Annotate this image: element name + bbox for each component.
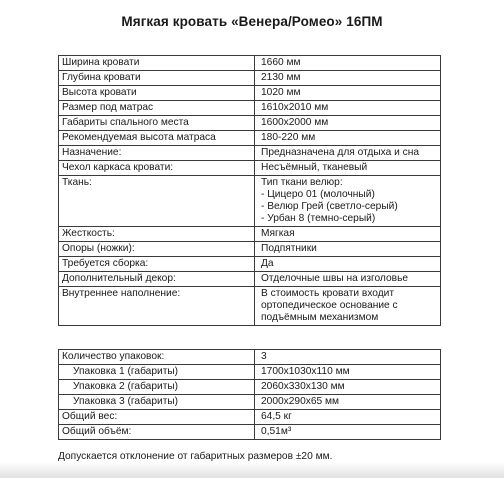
spec-value-line: Мягкая [261, 228, 295, 239]
spec-value [255, 131, 441, 146]
spec-value-line: 1600х2000 мм [261, 117, 329, 128]
spec-row [59, 116, 441, 131]
spec-value [255, 227, 441, 242]
spec-row [59, 242, 441, 257]
spec-value-line: Тип ткани велюр: [261, 177, 343, 188]
spec-value-line: - Велюр Грей (светло-серый) [261, 201, 398, 212]
spec-value-line: Отделочные швы на изголовье [261, 273, 409, 284]
spec-row [59, 71, 441, 86]
packaging-row [59, 425, 441, 440]
spec-row [59, 161, 441, 176]
packaging-value: 2060х330х130 мм [255, 380, 441, 395]
spec-value [255, 56, 441, 71]
bottom-shadow [0, 462, 504, 478]
spec-label: Дополнительный декор: [59, 272, 255, 287]
packaging-value: 1700х1030х110 мм [255, 365, 441, 380]
packaging-label: Упаковка 2 (габариты) [59, 380, 255, 395]
spec-label: Ширина кровати [59, 56, 255, 71]
spec-row [59, 227, 441, 242]
spec-label: Внутреннее наполнение: [59, 287, 255, 326]
spec-value-line: Несъёмный, тканевый [261, 162, 368, 173]
spec-value [255, 257, 441, 272]
packaging-row [59, 365, 441, 380]
packaging-value: 64,5 кг [255, 410, 441, 425]
spec-value-line: ортопедическое основание с [261, 300, 398, 311]
packaging-label: Общий вес: [59, 410, 255, 425]
spec-row [59, 176, 441, 227]
spec-label: Требуется сборка: [59, 257, 255, 272]
spec-value-line: 1610х2010 мм [261, 102, 329, 113]
packaging-label: Количество упаковок: [59, 350, 255, 365]
spec-label: Ткань: [59, 176, 255, 227]
packaging-row [59, 380, 441, 395]
spec-value-line: подъёмным механизмом [261, 312, 379, 323]
packaging-value: 0,51м³ [255, 425, 441, 440]
spec-row [59, 86, 441, 101]
packaging-row [59, 395, 441, 410]
spec-row [59, 287, 441, 326]
spec-value-line: В стоимость кровати входит [261, 288, 395, 299]
tolerance-note: Допускается отклонение от габаритных размеров ±20 мм. [58, 451, 333, 462]
spec-value [255, 176, 441, 227]
spec-label: Высота кровати [59, 86, 255, 101]
spec-label: Рекомендуемая высота матраса [59, 131, 255, 146]
packaging-label: Общий объём: [59, 425, 255, 440]
spec-value [255, 272, 441, 287]
packaging-value: 3 [255, 350, 441, 365]
packaging-label: Упаковка 3 (габариты) [59, 395, 255, 410]
spec-row [59, 257, 441, 272]
spec-value-line: 2130 мм [261, 72, 301, 83]
spec-value-line: - Урбан 8 (темно-серый) [261, 213, 376, 224]
packaging-value: 2000х290х65 мм [255, 395, 441, 410]
spec-value [255, 242, 441, 257]
spec-row [59, 272, 441, 287]
spec-value [255, 101, 441, 116]
spec-value-line: - Цицеро 01 (молочный) [261, 189, 375, 200]
spec-label: Габариты спального места [59, 116, 255, 131]
spec-value [255, 71, 441, 86]
packaging-table [58, 349, 441, 440]
spec-label: Глубина кровати [59, 71, 255, 86]
packaging-row [59, 410, 441, 425]
spec-value-line: 1660 мм [261, 57, 301, 68]
spec-row [59, 56, 441, 71]
spec-label: Опоры (ножки): [59, 242, 255, 257]
packaging-label: Упаковка 1 (габариты) [59, 365, 255, 380]
spec-row [59, 131, 441, 146]
spec-value [255, 116, 441, 131]
spec-value-line: Да [261, 258, 274, 269]
spec-value-line: Предназначена для отдыха и сна [261, 147, 420, 158]
spec-label: Жесткость: [59, 227, 255, 242]
spec-label: Чехол каркаса кровати: [59, 161, 255, 176]
spec-value [255, 146, 441, 161]
spec-value-line: Подпятники [261, 243, 317, 254]
specifications-table [58, 55, 441, 326]
page-title: Мягкая кровать «Венера/Ромео» 16ПМ [121, 14, 383, 29]
spec-value [255, 287, 441, 326]
spec-value-line: 180-220 мм [261, 132, 316, 143]
spec-value [255, 86, 441, 101]
spec-row [59, 146, 441, 161]
packaging-row [59, 350, 441, 365]
spec-label: Назначение: [59, 146, 255, 161]
spec-value-line: 1020 мм [261, 87, 301, 98]
spec-value [255, 161, 441, 176]
spec-label: Размер под матрас [59, 101, 255, 116]
spec-row [59, 101, 441, 116]
